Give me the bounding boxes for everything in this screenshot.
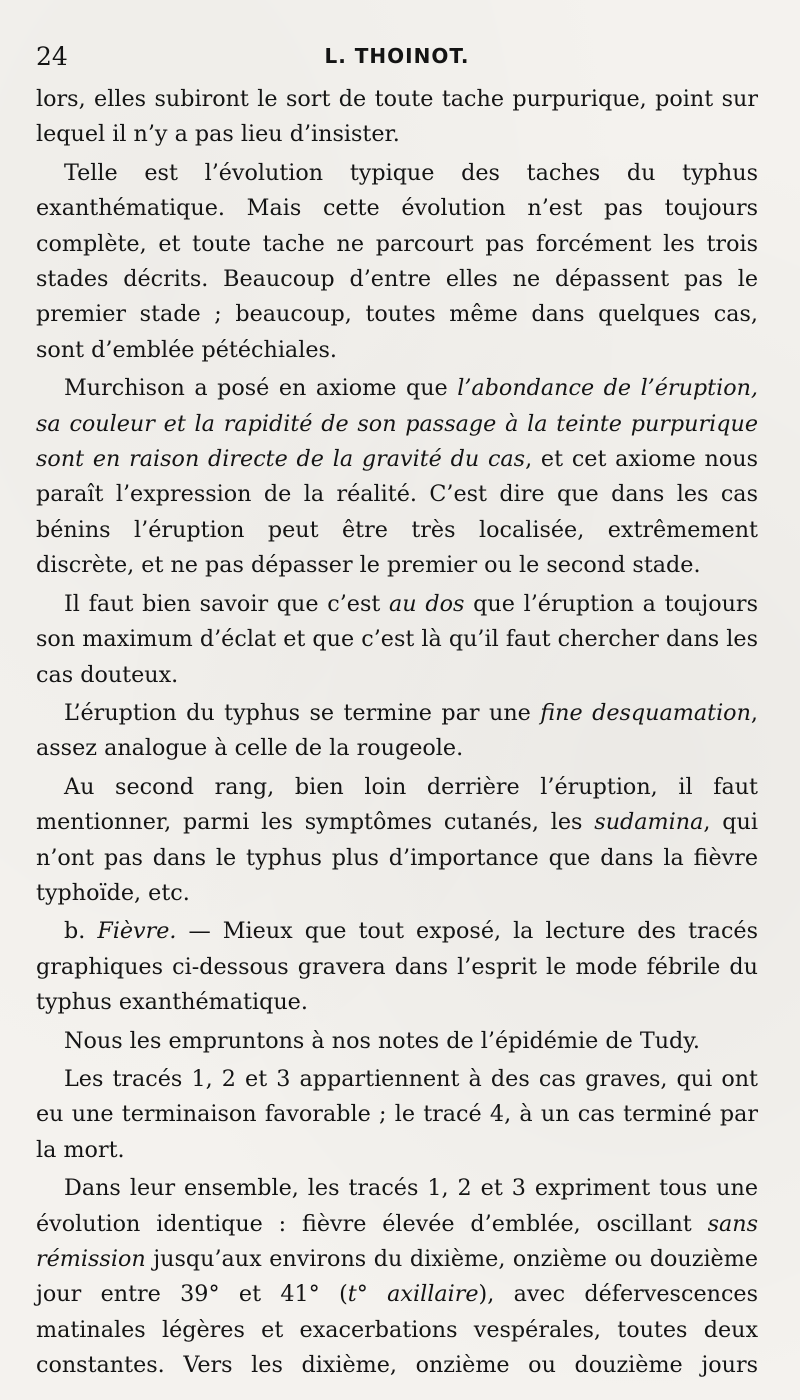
paragraph (36, 1024, 758, 1059)
paragraph-text: , assez analogue à celle de la rougeole. (36, 699, 758, 762)
paragraph-text: L’éruption du typhus se termine par une (64, 699, 541, 726)
paragraph-text: Murchison a posé en axiome que (64, 375, 458, 402)
body-text (36, 82, 758, 1384)
paragraph (36, 914, 758, 1020)
italic-term: sans rémission (36, 1210, 758, 1272)
paragraph-text: Il faut bien savoir que c’est (64, 590, 390, 617)
paragraph-text: jusqu’aux environs du dixième, onzième ou douzième jour entre 39° et 41° ( (36, 1246, 758, 1308)
italic-term: t° axillaire (347, 1281, 479, 1308)
paragraph (36, 696, 758, 767)
paragraph (36, 156, 758, 368)
paragraph-text: Nous les empruntons à nos notes de l’épidémie de Tudy. (64, 1027, 700, 1054)
running-head: L. THOINOT. (324, 44, 470, 68)
paragraph-text: Au second rang, bien loin derrière l’éruption, il faut mentionner, parmi les symptômes cutanés, les (36, 773, 758, 836)
paragraph-text: Telle est l’évolution typique des taches du typhus exanthématique. Mais cette évolution n’est pas toujours complète, et toute tache ne parcourt pas forcément les trois stades décrits. Beaucoup d’entre elles ne dépassent pas le premier stade ; beaucoup, toutes même dans quelques cas, sont d’emblée pétéchiales. (36, 159, 758, 363)
paragraph (36, 587, 758, 693)
italic-quote: l’abondance de l’éruption, sa couleur et la rapidité de son passage à la teinte purpurique sont en raison directe de la gravité du cas (36, 375, 758, 473)
paragraph-text: que l’éruption a toujours son maximum d’éclat et que c’est là qu’il faut chercher dans les cas douteux. (36, 590, 758, 688)
page-number: 24 (36, 42, 68, 71)
paragraph-text: — Mieux que tout exposé, la lecture des tracés graphiques ci-dessous gravera dans l’esprit le mode fébrile du typhus exanthématique. (36, 918, 758, 1016)
page-header (36, 38, 758, 82)
paragraph (36, 82, 758, 153)
section-heading: Fièvre. (97, 918, 177, 945)
paragraph-text: Les tracés 1, 2 et 3 appartiennent à des cas graves, qui ont eu une terminaison favorable ; le tracé 4, à un cas terminé par la mort. (36, 1065, 758, 1163)
paragraph-text: ), avec défervescences matinales légères et exacerbations vespérales, toutes deux constantes. Vers les dixième, onzième ou douzième jours (36, 1281, 758, 1379)
italic-term: au dos (389, 590, 465, 617)
paragraph-text: lors, elles subiront le sort de toute tache purpurique, point sur lequel il n’y a pas lieu d’insister. (36, 86, 758, 148)
paragraph (36, 371, 758, 583)
paragraph (36, 770, 758, 912)
paragraph (36, 1171, 758, 1383)
italic-term: sudamina (594, 809, 704, 836)
paragraph-text: b. (64, 918, 98, 945)
paragraph-text: , qui n’ont pas dans le typhus plus d’importance que dans la fièvre typhoïde, etc. (36, 809, 758, 906)
paragraph-text: Dans leur ensemble, les tracés 1, 2 et 3 expriment tous une évolution identique : fièvre élevée d’emblée, oscillant (36, 1175, 758, 1237)
paragraph (36, 1062, 758, 1168)
paragraph-text: , et cet axiome nous paraît l’expression de la réalité. C’est dire que dans les cas bénins l’éruption peut être très localisée, extrêmement discrète, et ne pas dépasser le premier ou le second stade. (36, 446, 758, 579)
italic-term: fine desquamation (540, 699, 751, 726)
